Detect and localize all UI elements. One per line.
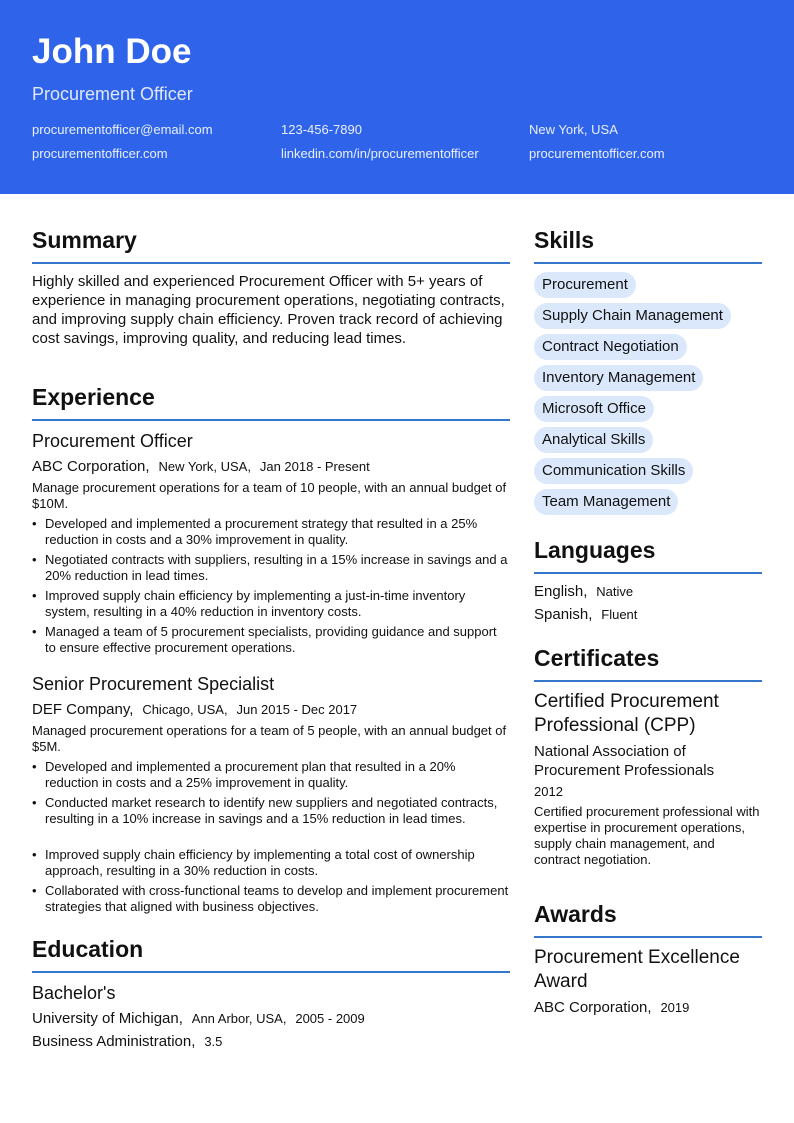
education-school: University of Michigan,	[32, 1010, 183, 1027]
job-title: Senior Procurement Specialist	[32, 674, 275, 694]
job-location: Chicago, USA,	[142, 702, 228, 717]
education-divider	[32, 971, 510, 973]
awards-divider	[534, 936, 762, 938]
job-bullet: • Developed and implemented a procurement plan that resulted in a 20% reduction in costs and a 25% improvement in quality.	[32, 759, 510, 791]
education-field: Business Administration,	[32, 1033, 196, 1050]
job-meta	[32, 457, 370, 476]
education-field-row	[32, 1032, 222, 1051]
website-link-secondary[interactable]: procurementofficer.com	[529, 146, 665, 161]
language-level: Fluent	[601, 607, 638, 622]
candidate-name: John Doe	[32, 32, 192, 71]
languages-divider	[534, 572, 762, 574]
job-bullet: • Collaborated with cross-functional teams to develop and implement procurement strategies that aligned with business objectives.	[32, 883, 510, 915]
resume-header	[0, 0, 794, 194]
certificate-issuer: National Association of Procurement Professionals	[534, 743, 715, 779]
job-bullet: • Improved supply chain efficiency by implementing a total cost of ownership approach, resulting in a 30% reduction in costs.	[32, 847, 510, 879]
summary-divider	[32, 262, 510, 264]
skill-chip: Communication Skills	[534, 458, 693, 484]
job-title: Procurement Officer	[32, 431, 193, 451]
summary-text: Highly skilled and experienced Procurement Officer with 5+ years of experience in managing procurement operations, negotiating contracts, and improving supply chain efficiency. Proven track record of achieving cost savings, improving quality, and reducing lead times.	[32, 273, 505, 347]
email-link[interactable]: procurementofficer@email.com	[32, 122, 213, 137]
skill-chip: Analytical Skills	[534, 427, 653, 453]
education-degree: Bachelor's	[32, 983, 116, 1003]
skill-chip: Procurement	[534, 272, 636, 298]
language-name: Spanish,	[534, 606, 593, 623]
education-location: Ann Arbor, USA,	[191, 1011, 287, 1026]
experience-heading: Experience	[32, 384, 155, 410]
awards-heading: Awards	[534, 901, 617, 927]
language-row	[534, 582, 633, 601]
award-year: 2019	[660, 1000, 690, 1015]
experience-divider	[32, 419, 510, 421]
skill-chip: Contract Negotiation	[534, 334, 687, 360]
skills-divider	[534, 262, 762, 264]
job-bullet: • Improved supply chain efficiency by implementing a just-in-time inventory system, resulting in a 40% reduction in inventory costs.	[32, 588, 510, 620]
summary-heading: Summary	[32, 227, 137, 253]
phone-number[interactable]: 123-456-7890	[281, 122, 362, 137]
languages-heading: Languages	[534, 537, 656, 563]
location-text: New York, USA	[529, 122, 618, 137]
job-bullet: • Negotiated contracts with suppliers, resulting in a 15% increase in savings and a 20% reduction in lead times.	[32, 552, 510, 584]
skill-chip: Team Management	[534, 489, 678, 515]
award-issuer: ABC Corporation,	[534, 999, 652, 1016]
language-row	[534, 605, 637, 624]
skills-heading: Skills	[534, 227, 595, 253]
certificates-heading: Certificates	[534, 645, 660, 671]
language-level: Native	[596, 584, 634, 599]
skill-chip: Inventory Management	[534, 365, 703, 391]
skill-chip: Microsoft Office	[534, 396, 654, 422]
certificates-divider	[534, 680, 762, 682]
certificate-year: 2012	[534, 784, 563, 799]
job-bullet: • Developed and implemented a procurement strategy that resulted in a 25% reduction in costs and a 30% improvement in quality.	[32, 516, 510, 548]
job-company: ABC Corporation,	[32, 458, 150, 475]
job-meta	[32, 700, 357, 719]
award-meta	[534, 998, 689, 1017]
linkedin-link[interactable]: linkedin.com/in/procurementofficer	[281, 146, 479, 161]
certificate-description: Certified procurement professional with expertise in procurement operations, supply chain management, and contract negotiation.	[534, 804, 760, 867]
job-bullet: • Managed a team of 5 procurement specialists, providing guidance and support to ensure effective procurement operations.	[32, 624, 510, 656]
job-dates: Jun 2015 - Dec 2017	[236, 702, 358, 717]
education-heading: Education	[32, 936, 144, 962]
job-bullet: • Conducted market research to identify new suppliers and negotiated contracts, resulting in a 10% increase in savings and a 15% reduction in lead times.	[32, 795, 510, 827]
candidate-role: Procurement Officer	[32, 84, 193, 104]
education-gpa: 3.5	[204, 1034, 223, 1049]
language-name: English,	[534, 583, 588, 600]
job-company: DEF Company,	[32, 701, 134, 718]
job-description: Manage procurement operations for a team of 10 people, with an annual budget of $10M.	[32, 480, 507, 511]
certificate-name: Certified Procurement Professional (CPP)	[534, 691, 719, 736]
job-location: New York, USA,	[158, 459, 251, 474]
education-dates: 2005 - 2009	[295, 1011, 365, 1026]
skill-chip: Supply Chain Management	[534, 303, 731, 329]
job-dates: Jan 2018 - Present	[259, 459, 370, 474]
education-meta	[32, 1009, 365, 1028]
award-name: Procurement Excellence Award	[534, 947, 740, 992]
job-description: Managed procurement operations for a team of 5 people, with an annual budget of $5M.	[32, 723, 507, 754]
website-link[interactable]: procurementofficer.com	[32, 146, 168, 161]
